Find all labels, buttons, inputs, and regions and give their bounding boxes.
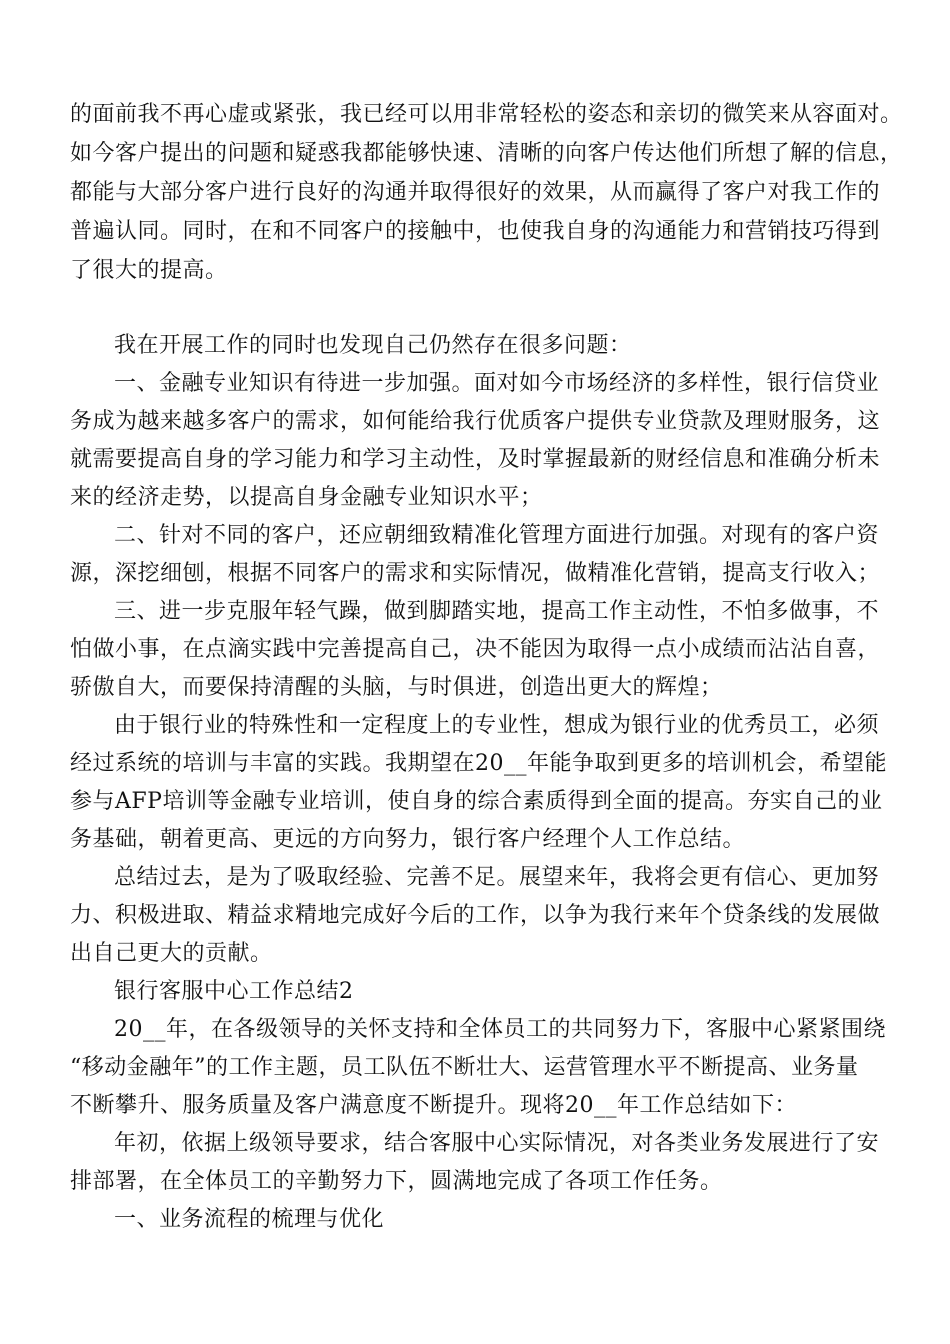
text-line: 就需要提高自身的学习能力和学习主动性，及时掌握最新的财经信息和准确分析未	[70, 447, 881, 472]
text-line: 我在开展工作的同时也发现自己仍然存在很多问题：	[114, 333, 632, 358]
text-line: 年初，依据上级领导要求，结合客服中心实际情况，对各类业务发展进行了安	[114, 1131, 880, 1156]
text-line: 骄傲自大，而要保持清醒的头脑，与时俱进，创造出更大的辉煌；	[70, 675, 723, 700]
text-line: 一、金融专业知识有待进一步加强。面对如今市场经济的多样性，银行信贷业	[114, 371, 880, 396]
text-line: “移动金融年”的工作主题，员工队伍不断壮大、运营管理水平不断提高、业务量	[70, 1055, 859, 1080]
subsection-heading: 一、业务流程的梳理与优化	[114, 1207, 385, 1232]
text-line: 由于银行业的特殊性和一定程度上的专业性，想成为银行业的优秀员工，必须	[114, 713, 880, 738]
text-line: 务成为越来越多客户的需求，如何能给我行优质客户提供专业贷款及理财服务，这	[70, 409, 881, 434]
text-line: 普遍认同。同时，在和不同客户的接触中，也使我自身的沟通能力和营销技巧得到	[70, 219, 881, 244]
text-line: 二、针对不同的客户，还应朝细致精准化管理方面进行加强。对现有的客户资	[114, 523, 880, 548]
text-line: 经过系统的培训与丰富的实践。我期望在20__年能争取到更多的培训机会，希望能	[70, 751, 887, 776]
text-line: 源，深挖细刨，根据不同客户的需求和实际情况，做精准化营销，提高支行收入；	[70, 561, 881, 586]
section-heading: 银行客服中心工作总结2	[114, 979, 354, 1004]
text-line: 都能与大部分客户进行良好的沟通并取得很好的效果，从而赢得了客户对我工作的	[70, 180, 881, 205]
text-line: 不断攀升、服务质量及客户满意度不断提升。现将20__年工作总结如下：	[70, 1093, 797, 1118]
text-line: 如今客户提出的问题和疑惑我都能够快速、清晰的向客户传达他们所想了解的信息，	[70, 141, 903, 166]
text-line: 的面前我不再心虚或紧张，我已经可以用非常轻松的姿态和亲切的微笑来从容面对。	[70, 102, 903, 127]
text-line: 参与AFP培训等金融专业培训，使自身的综合素质得到全面的提高。夯实自己的业	[70, 789, 883, 814]
text-line: 20__年，在各级领导的关怀支持和全体员工的共同努力下，客服中心紧紧围绕	[114, 1017, 886, 1042]
text-line: 排部署，在全体员工的辛勤努力下，圆满地完成了各项工作任务。	[70, 1169, 723, 1194]
text-line: 怕做小事，在点滴实践中完善提高自己，决不能因为取得一点小成绩而沾沾自喜，	[70, 637, 881, 662]
text-line: 来的经济走势，以提高自身金融专业知识水平；	[70, 485, 543, 510]
text-line: 出自己更大的贡献。	[70, 941, 273, 966]
text-line: 务基础，朝着更高、更远的方向努力，银行客户经理个人工作总结。	[70, 827, 746, 852]
text-line: 三、进一步克服年轻气躁，做到脚踏实地，提高工作主动性，不怕多做事，不	[114, 599, 880, 624]
text-line: 了很大的提高。	[70, 258, 228, 283]
text-line: 力、积极进取、精益求精地完成好今后的工作，以争为我行来年个贷条线的发展做	[70, 903, 881, 928]
text-line: 总结过去，是为了吸取经验、完善不足。展望来年，我将会更有信心、更加努	[114, 865, 880, 890]
